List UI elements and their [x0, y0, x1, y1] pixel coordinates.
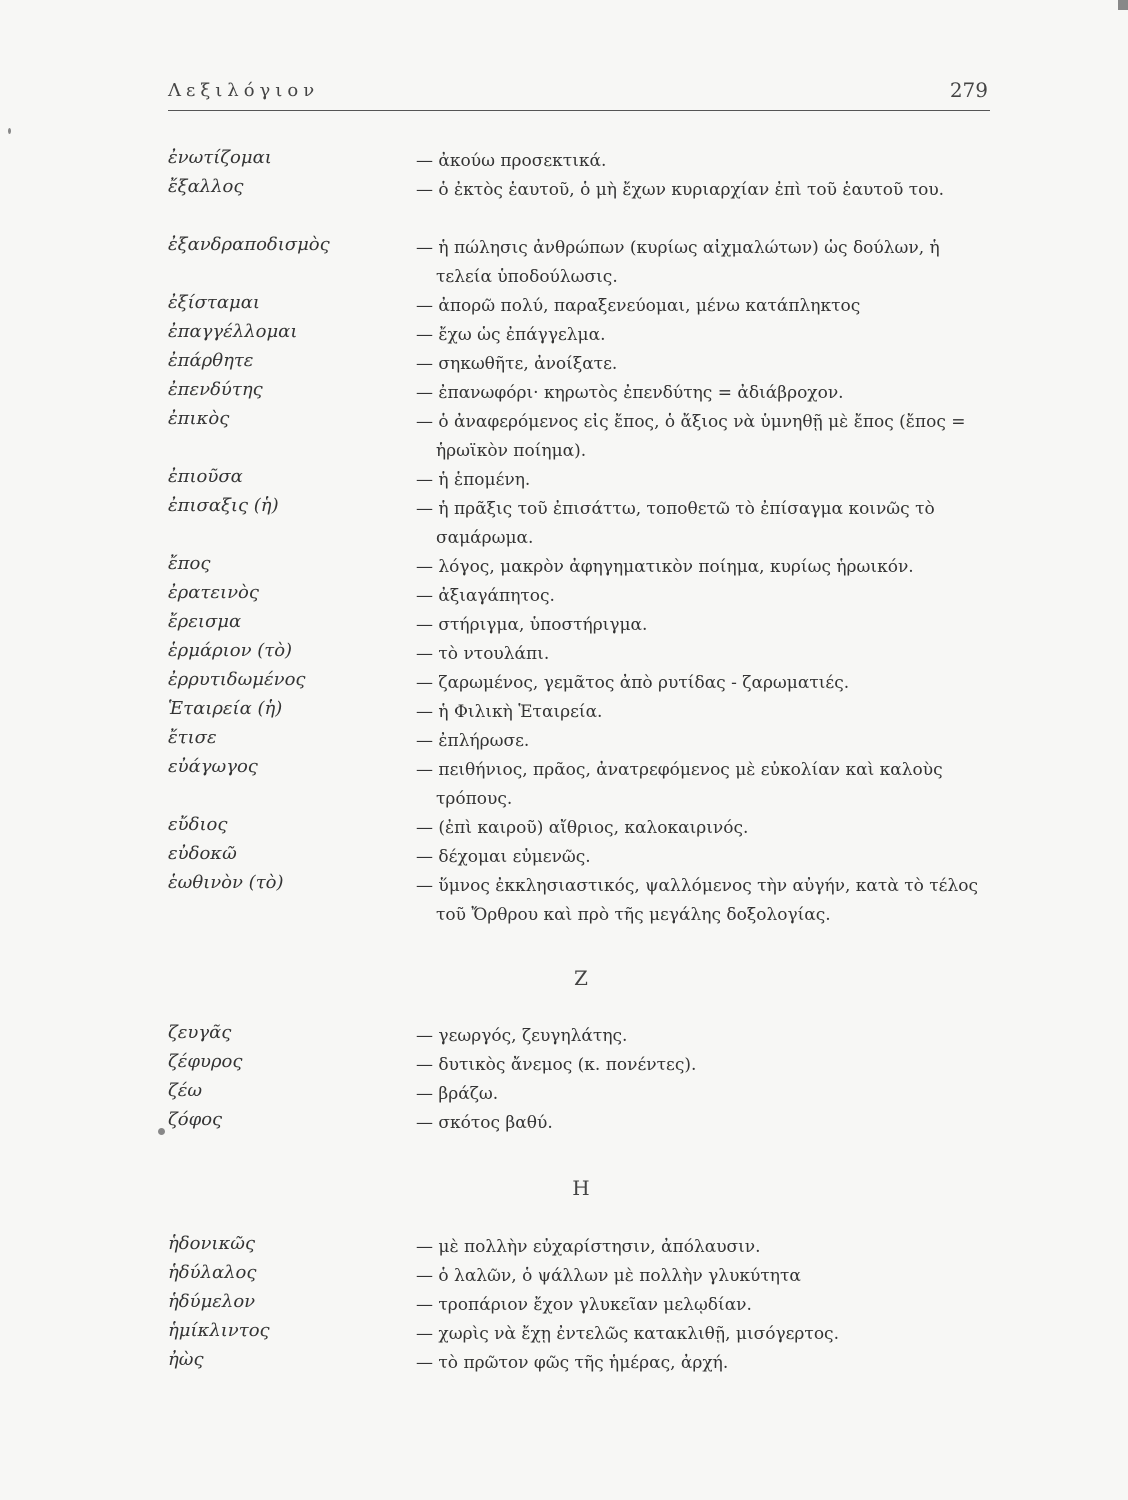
entry-term: ἔξαλλος	[168, 176, 244, 197]
entry-definition: — γεωργός, ζευγηλάτης.	[416, 1022, 990, 1051]
list-item	[168, 292, 990, 321]
list-item	[168, 176, 990, 234]
section-letter-eta: Η	[572, 1176, 590, 1200]
entry-term: ἔπος	[168, 553, 211, 574]
entry-term: εὐδοκῶ	[168, 843, 237, 864]
page-number: 279	[949, 78, 988, 102]
entry-term: ζέφυρος	[168, 1051, 243, 1072]
entry-term: ἐρατεινὸς	[168, 582, 259, 603]
scan-speck	[158, 1128, 165, 1135]
list-item	[168, 379, 990, 408]
list-item	[168, 698, 990, 727]
entry-term: ἐπισαξις (ἡ)	[168, 495, 279, 516]
list-item	[168, 147, 990, 176]
entry-term: ἐνωτίζομαι	[168, 147, 272, 168]
section-letter-zeta: Ζ	[574, 966, 588, 990]
entry-definition: — δυτικὸς ἄνεμος (κ. πονέντες).	[416, 1051, 990, 1080]
entry-term: ἠὼς	[168, 1349, 204, 1370]
entry-term: εὐάγωγος	[168, 756, 258, 777]
entry-term: ἡδύλαλος	[168, 1262, 257, 1283]
entry-term: ἡδονικῶς	[168, 1233, 256, 1254]
entry-term: ἐρρυτιδωμένος	[168, 669, 306, 690]
entry-definition: — βράζω.	[416, 1080, 990, 1109]
entry-definition: — χωρὶς νὰ ἔχῃ ἐντελῶς κατακλιθῇ, μισόγερτος.	[416, 1320, 990, 1349]
entry-definition: — ἔχω ὡς ἐπάγγελμα.	[416, 321, 990, 350]
entry-term: ἔρεισμα	[168, 611, 242, 632]
list-item	[168, 669, 990, 698]
entry-definition: — σηκωθῆτε, ἀνοίξατε.	[416, 350, 990, 379]
page-header	[168, 76, 990, 111]
entry-term: εὔδιος	[168, 814, 228, 835]
list-item	[168, 234, 990, 292]
entry-term: ζευγᾶς	[168, 1022, 232, 1043]
list-item	[168, 843, 990, 872]
entry-definition: — ἀπορῶ πολύ, παραξενεύομαι, μένω κατάπληκτος	[416, 292, 990, 321]
list-item	[168, 1233, 990, 1262]
section-zeta	[168, 1022, 990, 1138]
entry-definition: — ἡ πρᾶξις τοῦ ἐπισάττω, τοποθετῶ τὸ ἐπίσαγμα κοινῶς τὸ σαμάρωμα.	[416, 495, 990, 553]
list-item	[168, 466, 990, 495]
entry-definition: — λόγος, μακρὸν ἀφηγηματικὸν ποίημα, κυρίως ἡρωικόν.	[416, 553, 990, 582]
entry-definition: — ἐπλήρωσε.	[416, 727, 990, 756]
entry-term: ζέω	[168, 1080, 203, 1101]
entry-definition: — τὸ πρῶτον φῶς τῆς ἡμέρας, ἀρχή.	[416, 1349, 990, 1378]
entry-definition: — τὸ ντουλάπι.	[416, 640, 990, 669]
list-item	[168, 582, 990, 611]
list-item	[168, 321, 990, 350]
list-item	[168, 553, 990, 582]
entry-term: ἔτισε	[168, 727, 217, 748]
list-item	[168, 1262, 990, 1291]
entry-definition: — δέχομαι εὐμενῶς.	[416, 843, 990, 872]
entry-term: ἐπάρθητε	[168, 350, 254, 371]
scan-speck	[1118, 0, 1128, 10]
list-item	[168, 1051, 990, 1080]
entry-definition: — ἡ ἑπομένη.	[416, 466, 990, 495]
entry-definition: — ἡ πώλησις ἀνθρώπων (κυρίως αἰχμαλώτων) ὡς δούλων, ἡ τελεία ὑποδούλωσις.	[416, 234, 990, 292]
entry-definition: — ὁ λαλῶν, ὁ ψάλλων μὲ πολλὴν γλυκύτητα	[416, 1262, 990, 1291]
entry-definition: — ἐπανωφόρι· κηρωτὸς ἐπενδύτης = ἀδιάβροχον.	[416, 379, 990, 408]
list-item	[168, 350, 990, 379]
entry-definition: — τροπάριον ἔχον γλυκεῖαν μελῳδίαν.	[416, 1291, 990, 1320]
entry-term: ἡδύμελον	[168, 1291, 256, 1312]
entry-term: ζόφος	[168, 1109, 223, 1130]
entry-term: ἐπικὸς	[168, 408, 230, 429]
entry-term: ἐπενδύτης	[168, 379, 263, 400]
entry-term: ἑρμάριον (τὸ)	[168, 640, 293, 661]
entry-definition: — ὁ ἐκτὸς ἑαυτοῦ, ὁ μὴ ἔχων κυριαρχίαν ἐπὶ τοῦ ἑαυτοῦ του.	[416, 176, 990, 205]
list-item	[168, 1022, 990, 1051]
scan-speck	[8, 128, 11, 134]
list-item	[168, 727, 990, 756]
entry-definition: — ἀξιαγάπητος.	[416, 582, 990, 611]
list-item	[168, 640, 990, 669]
entry-definition: — στήριγμα, ὑποστήριγμα.	[416, 611, 990, 640]
entry-term: ἐξανδραποδισμὸς	[168, 234, 330, 255]
entry-term: ἐξίσταμαι	[168, 292, 260, 313]
entry-definition: — ἀκούω προσεκτικά.	[416, 147, 990, 176]
list-item	[168, 495, 990, 553]
entry-definition: — πειθήνιος, πρᾶος, ἀνατρεφόμενος μὲ εὐκολίαν καὶ καλοὺς τρόπους.	[416, 756, 990, 814]
entry-definition: — μὲ πολλὴν εὐχαρίστησιν, ἀπόλαυσιν.	[416, 1233, 990, 1262]
entry-term: ἑωθινὸν (τὸ)	[168, 872, 284, 893]
list-item	[168, 1080, 990, 1109]
entry-definition: — (ἐπὶ καιροῦ) αἴθριος, καλοκαιρινός.	[416, 814, 990, 843]
entry-term: ἐπιοῦσα	[168, 466, 243, 487]
list-item	[168, 1320, 990, 1349]
entry-definition: — σκότος βαθύ.	[416, 1109, 990, 1138]
entry-term: Ἑταιρεία (ἡ)	[168, 698, 283, 719]
entry-definition: — ὁ ἀναφερόμενος εἰς ἔπος, ὁ ἄξιος νὰ ὑμνηθῇ μὲ ἔπος (ἔπος = ἡρωϊκὸν ποίημα).	[416, 408, 990, 466]
section-eta	[168, 1233, 990, 1378]
list-item	[168, 756, 990, 814]
entry-definition: — ζαρωμένος, γεμᾶτος ἀπὸ ρυτίδας - ζαρωματιές.	[416, 669, 990, 698]
list-item	[168, 408, 990, 466]
list-item	[168, 814, 990, 843]
page-title: Λεξιλόγιον	[168, 80, 320, 101]
list-item	[168, 872, 990, 930]
list-item	[168, 1109, 990, 1138]
section-epsilon	[168, 147, 990, 930]
entry-term: ἐπαγγέλλομαι	[168, 321, 298, 342]
entry-definition: — ὕμνος ἐκκλησιαστικός, ψαλλόμενος τὴν αὐγήν, κατὰ τὸ τέλος τοῦ Ὄρθρου καὶ πρὸ τῆς μεγάλης δοξολογίας.	[416, 872, 990, 930]
list-item	[168, 1291, 990, 1320]
entry-term: ἡμίκλιντος	[168, 1320, 270, 1341]
list-item	[168, 1349, 990, 1378]
entry-definition: — ἡ Φιλικὴ Ἑταιρεία.	[416, 698, 990, 727]
list-item	[168, 611, 990, 640]
